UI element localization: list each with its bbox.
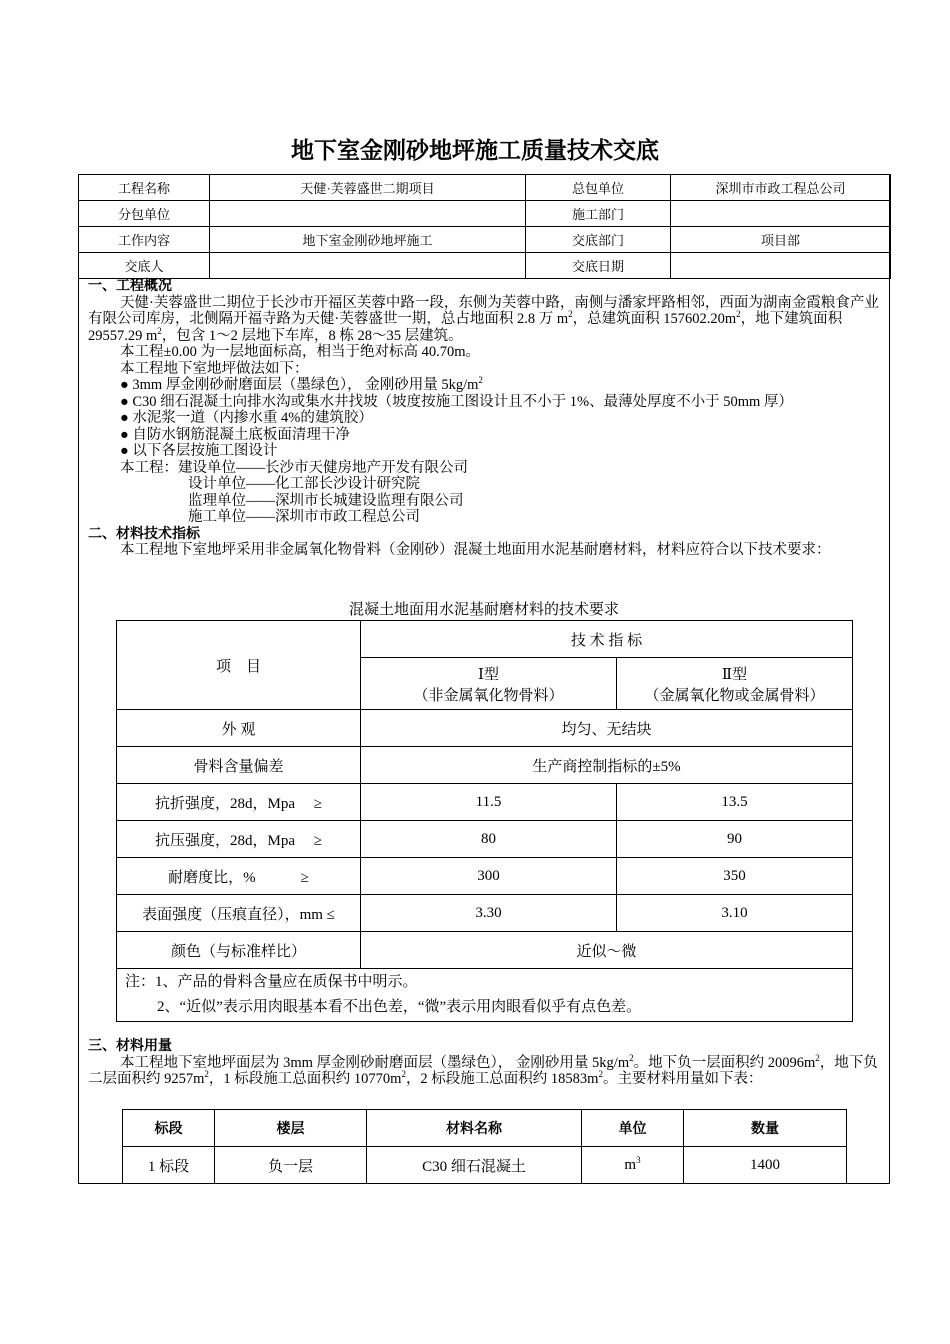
spec-item: 颜色（与标准样比）: [117, 932, 361, 969]
floor-layer-item: ● 水泥浆一道（内掺水重 4%的建筑胶）: [120, 410, 373, 426]
cell-qty: 1400: [684, 1147, 847, 1184]
spec-value: 3.10: [617, 895, 853, 932]
spec-item: 外 观: [117, 710, 361, 747]
floor-layer-item: ● C30 细石混凝土向排水沟或集水井找坡（坡度按施工图设计且不小于 1%、最薄处厚度不小于 50mm 厚）: [120, 393, 793, 410]
spec-value: 11.5: [361, 784, 617, 821]
section-2-heading: 二、材料技术指标: [88, 525, 200, 542]
briefing-dept-label: 交底部门: [526, 227, 671, 253]
spec-value: 均匀、无结块: [361, 710, 853, 747]
spec-table: [116, 620, 853, 1022]
table-row: [123, 1110, 847, 1147]
spec-value: 350: [617, 858, 853, 895]
briefing-date-label: 交底日期: [526, 253, 671, 279]
col-header-floor: 楼层: [215, 1110, 367, 1147]
col-header-material: 材料名称: [367, 1110, 582, 1147]
spec-value: 生产商控制指标的±5%: [361, 747, 853, 784]
table-row: [117, 747, 853, 784]
floor-layer-item: ● 3mm 厚金刚砂耐磨面层（墨绿色）， 金刚砂用量 $5kg/m^2$: [120, 375, 483, 393]
table-row: [117, 710, 853, 747]
floor-layer-item: ● 以下各层按施工图设计: [120, 443, 278, 459]
material-spec-paragraph: 本工程地下室地坪采用非金属氧化物骨料（金刚砂）混凝土地面用水泥基耐磨材料，材料应符合以下技术要求：: [120, 542, 831, 558]
overview-paragraph: 天健·芙蓉盛世二期位于长沙市开福区芙蓉中路一段，东侧为芙蓉中路，南侧与潘家坪路相邻，西面为湖南金霞粮食产业有限公司库房，北侧隔开福寺路为天健·芙蓉盛世一期，总占地面积 2.8 万 $m^2$，总建筑面积 $157602.20m^2$，地下建筑面积 29557.29 $m^2$，包含 1～2 层地下车库，8 栋 28～35 层建筑。: [88, 294, 879, 344]
col-item-header: 项 目: [117, 621, 361, 710]
party-item: 监理单位——深圳市长城建设监理有限公司: [188, 492, 464, 509]
header-info-table: [78, 174, 891, 279]
general-contractor-label: 总包单位: [526, 175, 671, 201]
table-row: [79, 253, 891, 279]
document-title: 地下室金刚砂地坪施工质量技术交底: [291, 138, 659, 164]
cell-section: 1 标段: [123, 1147, 215, 1184]
table-row: [117, 784, 853, 821]
col-header-qty: 数量: [684, 1110, 847, 1147]
spec-notes: 注：1、产品的骨料含量应在质保书中明示。 2、“近似”表示用肉眼基本看不出色差，“微”表示用肉眼看似乎有点色差。: [117, 969, 853, 1022]
section-3: [88, 1038, 884, 1088]
work-content-value: 地下室金刚砂地坪施工: [210, 227, 526, 253]
subcontractor-value: [210, 201, 526, 227]
spec-item: 抗折强度，28d，Mpa ≥: [117, 784, 361, 821]
spec-value: 300: [361, 858, 617, 895]
spec-value: 80: [361, 821, 617, 858]
spec-item: 耐磨度比，% ≥: [117, 858, 361, 895]
party-item: 设计单位——化工部长沙设计研究院: [188, 476, 420, 492]
spec-value: 3.30: [361, 895, 617, 932]
briefing-date-value: [671, 253, 891, 279]
cell-floor: 负一层: [215, 1147, 367, 1184]
table-row: [117, 932, 853, 969]
section-3-heading: 三、材料用量: [88, 1038, 172, 1054]
material-quantity-table: [122, 1109, 847, 1184]
floor-layer-item: ● 自防水钢筋混凝土底板面清理干净: [120, 426, 350, 443]
table-row: [117, 621, 853, 658]
section-1-heading: 一、工程概况: [88, 278, 172, 294]
material-quantity-paragraph: 本工程地下室地坪面层为 3mm 厚金刚砂耐磨面层（墨绿色）， 金刚砂用量 $5kg/m^2$。地下负一层面积约 $20096m^2$，地下负二层面积约 $9257m^2$，1 标段施工总面积约 $10770m^2$，2 标段施工总面积约 $18583m^2$。主要材料用量如下表：: [88, 1052, 878, 1087]
elevation-paragraph: 本工程±0.00 为一层地面标高，相当于绝对标高 40.70m。: [120, 344, 480, 360]
table-row: [117, 821, 853, 858]
table-row: [117, 895, 853, 932]
spec-value: 90: [617, 821, 853, 858]
document-body: [88, 278, 884, 559]
table-row: [79, 175, 891, 201]
briefer-value: [210, 253, 526, 279]
table-row: [79, 227, 891, 253]
spec-table-caption: 混凝土地面用水泥基耐磨材料的技术要求: [348, 602, 619, 618]
general-contractor-value: 深圳市市政工程总公司: [671, 175, 891, 201]
work-content-label: 工作内容: [79, 227, 210, 253]
briefing-dept-value: 项目部: [671, 227, 891, 253]
party-item: 本工程：建设单位——长沙市天健房地产开发有限公司: [120, 459, 468, 476]
col-header-unit: 单位: [582, 1110, 684, 1147]
spec-value: 13.5: [617, 784, 853, 821]
construction-dept-label: 施工部门: [526, 201, 671, 227]
type2-header: Ⅱ型 （金属氧化物或金属骨料）: [617, 658, 853, 710]
spec-item: 骨料含量偏差: [117, 747, 361, 784]
table-row: [79, 201, 891, 227]
party-item: 施工单位——深圳市市政工程总公司: [188, 509, 420, 525]
briefer-label: 交底人: [79, 253, 210, 279]
project-name-label: 工程名称: [79, 175, 210, 201]
table-row: [117, 969, 853, 1022]
spec-value: 近似～微: [361, 932, 853, 969]
cell-unit: $m^3$: [582, 1147, 684, 1184]
spec-item: 表面强度（压痕直径），mm ≤: [117, 895, 361, 932]
floor-method-intro: 本工程地下室地坪做法如下：: [120, 360, 309, 377]
type1-header: Ⅰ型 （非金属氧化物骨料）: [361, 658, 617, 710]
col-header-section: 标段: [123, 1110, 215, 1147]
construction-dept-value: [671, 201, 891, 227]
cell-material: C30 细石混凝土: [367, 1147, 582, 1184]
table-row: [117, 858, 853, 895]
subcontractor-label: 分包单位: [79, 201, 210, 227]
table-row: [123, 1147, 847, 1184]
spec-item: 抗压强度，28d，Mpa ≥: [117, 821, 361, 858]
project-name-value: 天健·芙蓉盛世二期项目: [210, 175, 526, 201]
col-spec-header: 技 术 指 标: [361, 621, 853, 658]
